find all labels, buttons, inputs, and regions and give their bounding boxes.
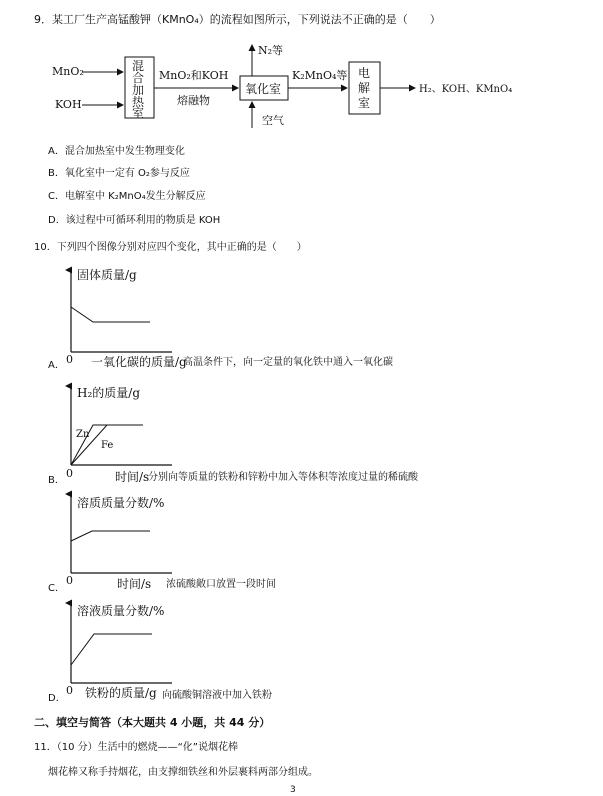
q10-option-a-desc: 高温条件下，向一定量的氧化铁中通入一氧化碳 bbox=[183, 357, 393, 368]
graph-c-origin: 0 bbox=[66, 574, 73, 587]
products-label: H₂、KOH、KMnO₄ bbox=[419, 84, 513, 95]
box-elec-char-0: 电 bbox=[358, 66, 371, 80]
input-mno2: MnO₂ bbox=[52, 65, 84, 78]
page-number: 3 bbox=[290, 785, 296, 795]
graph-d-curve bbox=[71, 634, 152, 665]
n2-label: N₂等 bbox=[258, 44, 284, 57]
graph-a-xlabel: 一氧化碳的质量/g bbox=[91, 355, 187, 369]
graph-d-origin: 0 bbox=[66, 684, 73, 697]
box-mix-char-3: 热 bbox=[132, 95, 145, 109]
graph-d-xlabel: 铁粉的质量/g bbox=[85, 686, 157, 700]
graph-b-fe-label: Fe bbox=[101, 440, 114, 451]
q10-option-c-letter: C． bbox=[48, 583, 65, 594]
box-mix-char-2: 加 bbox=[132, 83, 145, 97]
q9-stem: 9．某工厂生产高锰酸钾（KMnO₄）的流程如图所示，下列说法不正确的是（ ） bbox=[34, 13, 441, 26]
graph-c-ylabel: 溶质质量分数/% bbox=[77, 496, 165, 510]
q10-option-a-letter: A． bbox=[48, 360, 65, 371]
q10-option-d-desc: 向硫酸铜溶液中加入铁粉 bbox=[162, 690, 272, 701]
box-elec-char-1: 解 bbox=[358, 81, 371, 95]
section-2-heading: 二、填空与简答（本大题共 4 小题，共 44 分） bbox=[34, 716, 271, 729]
graph-c bbox=[66, 494, 172, 591]
graph-c-xlabel: 时间/s bbox=[117, 577, 152, 591]
q11-stem: 11．（10 分）生活中的燃烧——“化”说烟花棒 bbox=[34, 742, 238, 753]
graph-b-zn-label: Zn bbox=[76, 429, 90, 440]
box-oxidation-label: 氧化室 bbox=[245, 82, 282, 96]
graph-d-ylabel: 溶液质量分数/% bbox=[77, 604, 165, 618]
melt-sub-label: 熔融物 bbox=[177, 94, 210, 107]
box-mix-char-1: 合 bbox=[132, 71, 145, 85]
graph-d bbox=[66, 603, 172, 700]
q9-option-b: B．氧化室中一定有 O₂参与反应 bbox=[48, 168, 190, 179]
graph-a bbox=[66, 267, 187, 369]
graph-b bbox=[66, 385, 172, 484]
q9-option-d: D．该过程中可循环利用的物质是 KOH bbox=[48, 215, 221, 226]
box-mix-char-4: 室 bbox=[132, 106, 145, 120]
q10-option-b-letter: B． bbox=[48, 475, 65, 486]
graph-b-ylabel: H₂的质量/g bbox=[77, 386, 141, 400]
q10-option-c-desc: 浓硫酸敞口放置一段时间 bbox=[166, 579, 276, 590]
air-label: 空气 bbox=[262, 114, 284, 127]
k2mno4-label: K₂MnO₄等 bbox=[292, 69, 348, 82]
q9-option-a: A．混合加热室中发生物理变化 bbox=[48, 146, 185, 157]
q11-text: 烟花棒又称手持烟花，由支撑细铁丝和外层裹料两部分组成。 bbox=[48, 767, 318, 778]
q10-option-b-desc: 分别向等质量的铁粉和锌粉中加入等体积等浓度过量的稀硫酸 bbox=[148, 472, 418, 483]
graph-c-curve bbox=[71, 531, 150, 541]
q9-option-c: C．电解室中 K₂MnO₄发生分解反应 bbox=[48, 191, 206, 202]
graph-a-ylabel: 固体质量/g bbox=[77, 268, 137, 282]
q10-option-d-letter: D． bbox=[48, 693, 66, 704]
input-koh: KOH bbox=[55, 98, 82, 111]
graph-a-curve bbox=[71, 307, 150, 322]
graph-b-origin: 0 bbox=[66, 467, 73, 480]
graph-a-origin: 0 bbox=[66, 353, 73, 366]
melt-label: MnO₂和KOH bbox=[159, 69, 229, 82]
graph-b-xlabel: 时间/s bbox=[115, 470, 150, 484]
q10-stem: 10．下列四个图像分别对应四个变化，其中正确的是（ ） bbox=[34, 242, 307, 253]
box-elec-char-2: 室 bbox=[358, 96, 371, 110]
box-mix-char-0: 混 bbox=[132, 59, 145, 73]
